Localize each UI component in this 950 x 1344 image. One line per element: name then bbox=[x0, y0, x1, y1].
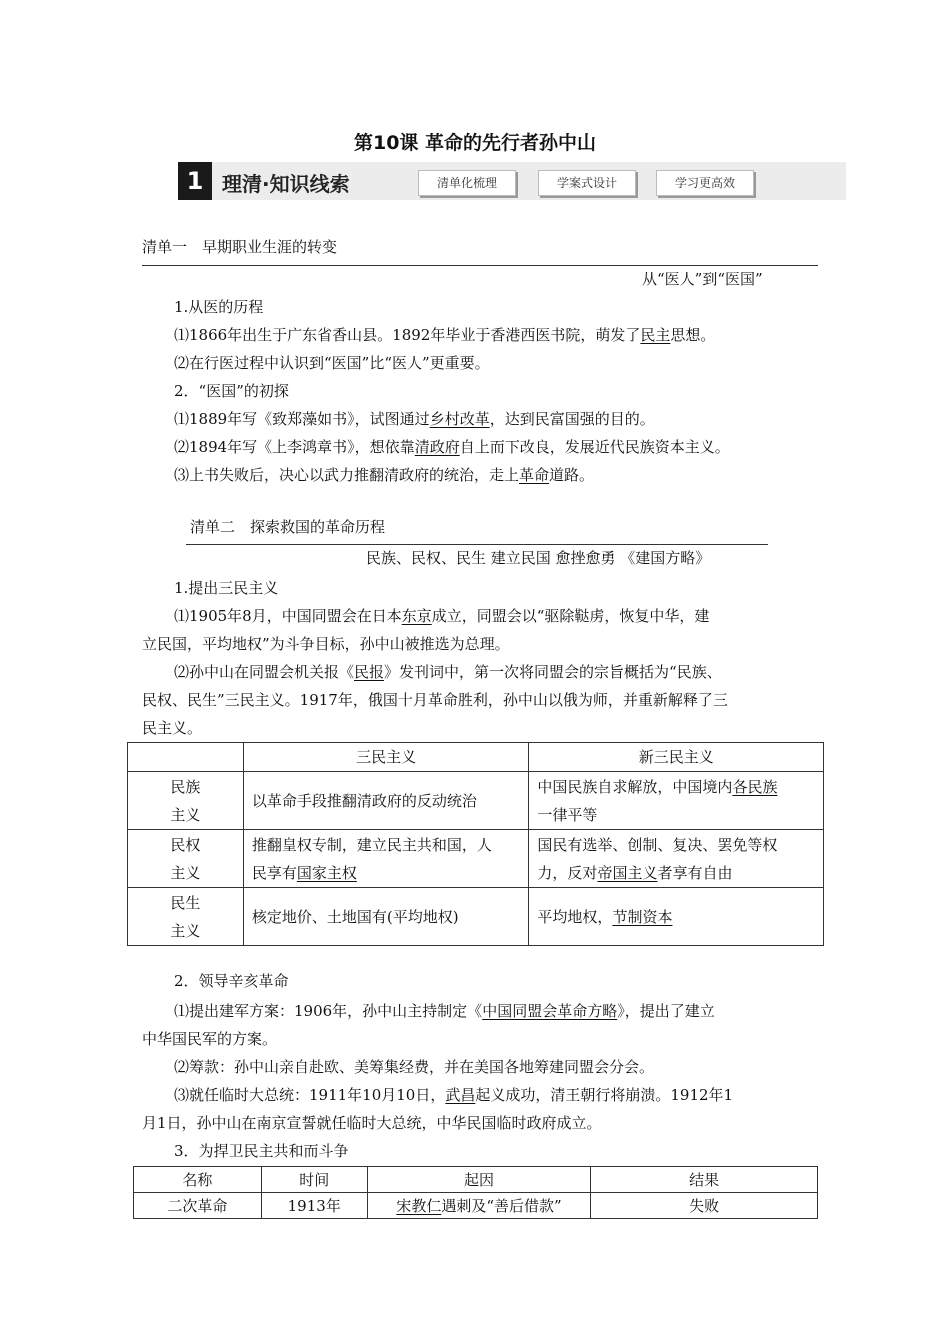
row-old: 推翻皇权专制，建立民主共和国，人 民享有国家主权 bbox=[243, 830, 529, 888]
table-header-cell: 名称 bbox=[134, 1167, 262, 1193]
list2-rule bbox=[186, 544, 768, 545]
cell-time: 1913年 bbox=[261, 1193, 367, 1219]
list2-q3-line1: ⑶就任临时大总统：1911年10月10日，武昌起义成功，清王朝行将崩溃。1912年1 bbox=[174, 1086, 734, 1104]
list2-p2-line2: 民权、民生”三民主义。1917年，俄国十月革命胜利，孙中山以俄为师，并重新解释了三 bbox=[142, 691, 728, 709]
list1-s2-item2: ⑵1894年写《上李鸿章书》，想依靠清政府自上而下改良，发展近代民族资本主义。 bbox=[174, 438, 730, 456]
banner-tag-3: 学习更高效 bbox=[656, 170, 754, 196]
row-new: 国民有选举、创制、复决、罢免等权 力，反对帝国主义者享有自由 bbox=[529, 830, 824, 888]
list1-s2-item1: ⑴1889年写《致郑藻如书》，试图通过乡村改革，达到民富国强的目的。 bbox=[174, 410, 655, 428]
struggle-table bbox=[133, 1166, 818, 1219]
list1-s1-item1: ⑴1866年出生于广东省香山县。1892年毕业于香港西医书院，萌发了民主思想。 bbox=[174, 326, 716, 344]
cell-cause: 宋教仁遇刺及“善后借款” bbox=[367, 1193, 591, 1219]
section-banner bbox=[178, 162, 846, 200]
list2-q1-line1: ⑴提出建军方案：1906年，孙中山主持制定《中国同盟会革命方略》，提出了建立 bbox=[174, 1002, 715, 1020]
sanmin-table bbox=[127, 742, 824, 946]
row-name: 民权 主义 bbox=[128, 830, 244, 888]
row-old: 以革命手段推翻清政府的反动统治 bbox=[243, 772, 529, 830]
list2-p2-line3: 民主义。 bbox=[142, 719, 203, 737]
table-header-cell: 结果 bbox=[591, 1167, 818, 1193]
list2-s3-title: 3．为捍卫民主共和而斗争 bbox=[174, 1142, 349, 1160]
table-row bbox=[128, 888, 824, 946]
list2-p1-line2: 立民国，平均地权”为斗争目标，孙中山被推选为总理。 bbox=[142, 635, 510, 653]
table-row bbox=[134, 1193, 818, 1219]
list2-heading: 清单二 探索救国的革命历程 bbox=[190, 518, 386, 536]
list2-q3-line2: 月1日，孙中山在南京宣誓就任临时大总统，中华民国临时政府成立。 bbox=[142, 1114, 602, 1132]
table-header-row bbox=[128, 743, 824, 772]
list1-s1-title: 1.从医的历程 bbox=[174, 298, 264, 316]
list2-s2-title: 2．领导辛亥革命 bbox=[174, 972, 289, 990]
row-name: 民生 主义 bbox=[128, 888, 244, 946]
list2-p2-line1: ⑵孙中山在同盟会机关报《民报》发刊词中，第一次将同盟会的宗旨概括为“民族、 bbox=[174, 663, 722, 681]
list1-heading: 清单一 早期职业生涯的转变 bbox=[142, 238, 338, 256]
table-header-cell bbox=[128, 743, 244, 772]
row-new: 中国民族自求解放，中国境内各民族 一律平等 bbox=[529, 772, 824, 830]
list1-s1-item2: ⑵在行医过程中认识到“医国”比“医人”更重要。 bbox=[174, 354, 490, 372]
list2-q1-line2: 中华国民军的方案。 bbox=[142, 1030, 278, 1048]
list2-q2: ⑵筹款：孙中山亲自赴欧、美筹集经费，并在美国各地筹建同盟会分会。 bbox=[174, 1058, 655, 1076]
list1-keywords: 从“医人”到“医国” bbox=[642, 270, 763, 288]
banner-number: 1 bbox=[178, 162, 212, 200]
list2-p1-line1: ⑴1905年8月，中国同盟会在日本东京成立，同盟会以“驱除鞑虏，恢复中华，建 bbox=[174, 607, 710, 625]
row-name: 民族 主义 bbox=[128, 772, 244, 830]
page-title: 第10课 革命的先行者孙中山 bbox=[353, 132, 597, 154]
banner-tag-1: 清单化梳理 bbox=[418, 170, 516, 196]
cell-result: 失败 bbox=[591, 1193, 818, 1219]
list2-keywords: 民族、民权、民生 建立民国 愈挫愈勇 《建国方略》 bbox=[366, 549, 711, 567]
list1-s2-item3: ⑶上书失败后，决心以武力推翻清政府的统治，走上革命道路。 bbox=[174, 466, 595, 484]
table-header-cell: 新三民主义 bbox=[529, 743, 824, 772]
table-header-cell: 时间 bbox=[261, 1167, 367, 1193]
list2-s1-title: 1.提出三民主义 bbox=[174, 579, 279, 597]
banner-tag-2: 学案式设计 bbox=[538, 170, 636, 196]
row-old: 核定地价、土地国有(平均地权) bbox=[243, 888, 529, 946]
list1-s2-title: 2．“医国”的初探 bbox=[174, 382, 289, 400]
cell-name: 二次革命 bbox=[134, 1193, 262, 1219]
table-row bbox=[128, 772, 824, 830]
list1-rule bbox=[142, 265, 818, 266]
table-row bbox=[128, 830, 824, 888]
table-header-cell: 起因 bbox=[367, 1167, 591, 1193]
table-header-cell: 三民主义 bbox=[243, 743, 529, 772]
row-new: 平均地权，节制资本 bbox=[529, 888, 824, 946]
table-header-row bbox=[134, 1167, 818, 1193]
banner-heading: 理清·知识线索 bbox=[222, 172, 350, 196]
